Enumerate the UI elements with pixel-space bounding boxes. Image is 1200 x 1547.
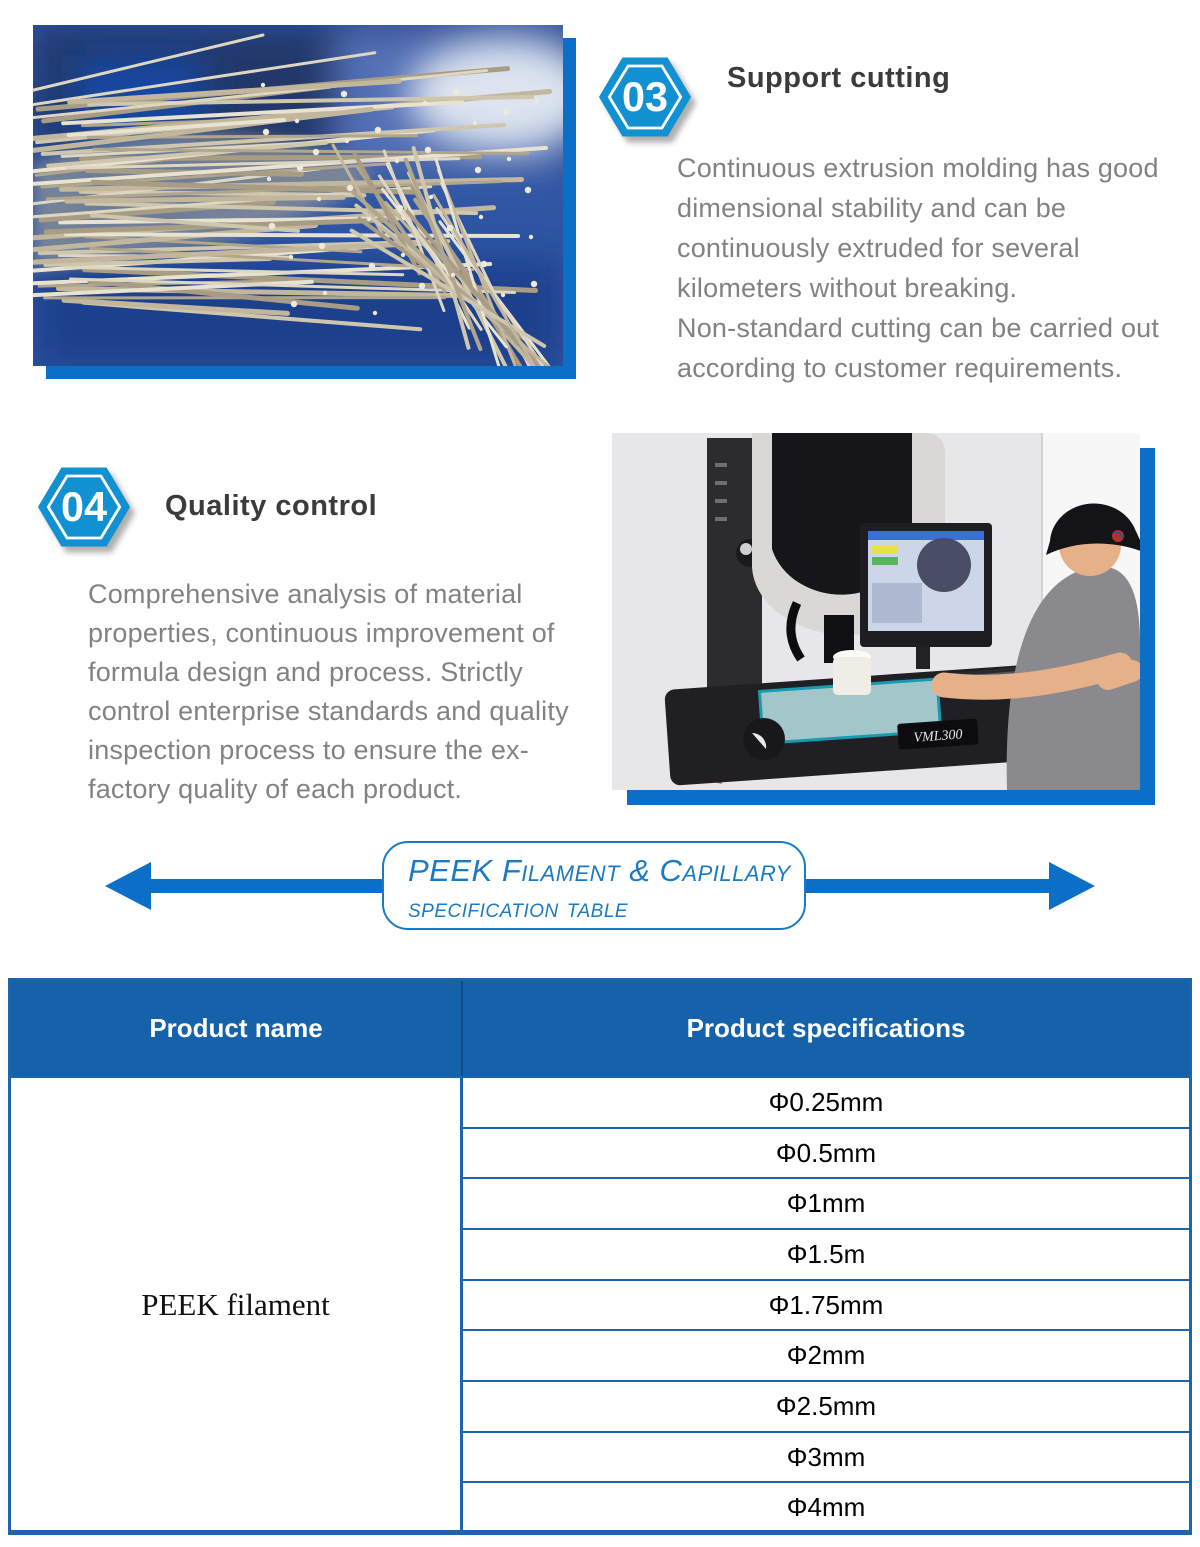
specification-table [8, 978, 1192, 1535]
spec-cell: Φ1.75mm [463, 1279, 1189, 1330]
product-name-cell: PEEK filament [11, 1078, 463, 1532]
support-cutting-paragraph [677, 148, 1189, 388]
quality-control-title: Quality control [165, 490, 378, 522]
quality-control-paragraph [88, 575, 590, 809]
hexagon-badge-icon [37, 463, 131, 551]
filament-photo [33, 25, 563, 366]
table-body [11, 1076, 1189, 1532]
step-badge-03 [598, 53, 692, 141]
spec-cell: Φ2.5mm [463, 1380, 1189, 1431]
spec-column [463, 1078, 1189, 1532]
badge-number: 03 [621, 74, 669, 121]
spec-cell: Φ0.5mm [463, 1127, 1189, 1178]
step-badge-04 [37, 463, 131, 551]
banner-title-line1: PEEK Filament & Capillary [408, 853, 791, 888]
spec-cell: Φ0.25mm [768, 1086, 884, 1117]
banner-title-line2: specification table [408, 893, 629, 923]
spec-table-banner [382, 841, 806, 930]
column-header-product-name: Product name [11, 981, 463, 1076]
support-cutting-text-1: Continuous extrusion molding has good dimensional stability and can be continuously extruded for several kilometers without breaking. [677, 153, 1159, 303]
badge-number: 04 [60, 484, 108, 531]
inspection-photo-illustration [612, 433, 1140, 790]
spec-cell: Φ1mm [463, 1177, 1189, 1228]
filament-photo-illustration [33, 25, 563, 366]
spec-cell: Φ4mm [463, 1481, 1189, 1532]
quality-control-text: Comprehensive analysis of material properties, continuous improvement of formula design and process. Strictly control enterprise standards and quality inspection process to ensure the ex-factory quality of each product. [88, 579, 569, 804]
support-cutting-text-2: Non-standard cutting can be carried out according to customer requirements. [677, 313, 1160, 383]
support-cutting-title: Support cutting [727, 62, 951, 94]
spec-cell: Φ3mm [463, 1431, 1189, 1482]
machine-label: VML300 [913, 727, 964, 746]
column-header-product-specifications: Product specifications [463, 981, 1189, 1076]
inspection-photo [612, 433, 1140, 790]
table-header-row [11, 981, 1189, 1076]
spec-cell: Φ1.5m [463, 1228, 1189, 1279]
spec-cell: Φ2mm [463, 1329, 1189, 1380]
hexagon-badge-icon [598, 53, 692, 141]
